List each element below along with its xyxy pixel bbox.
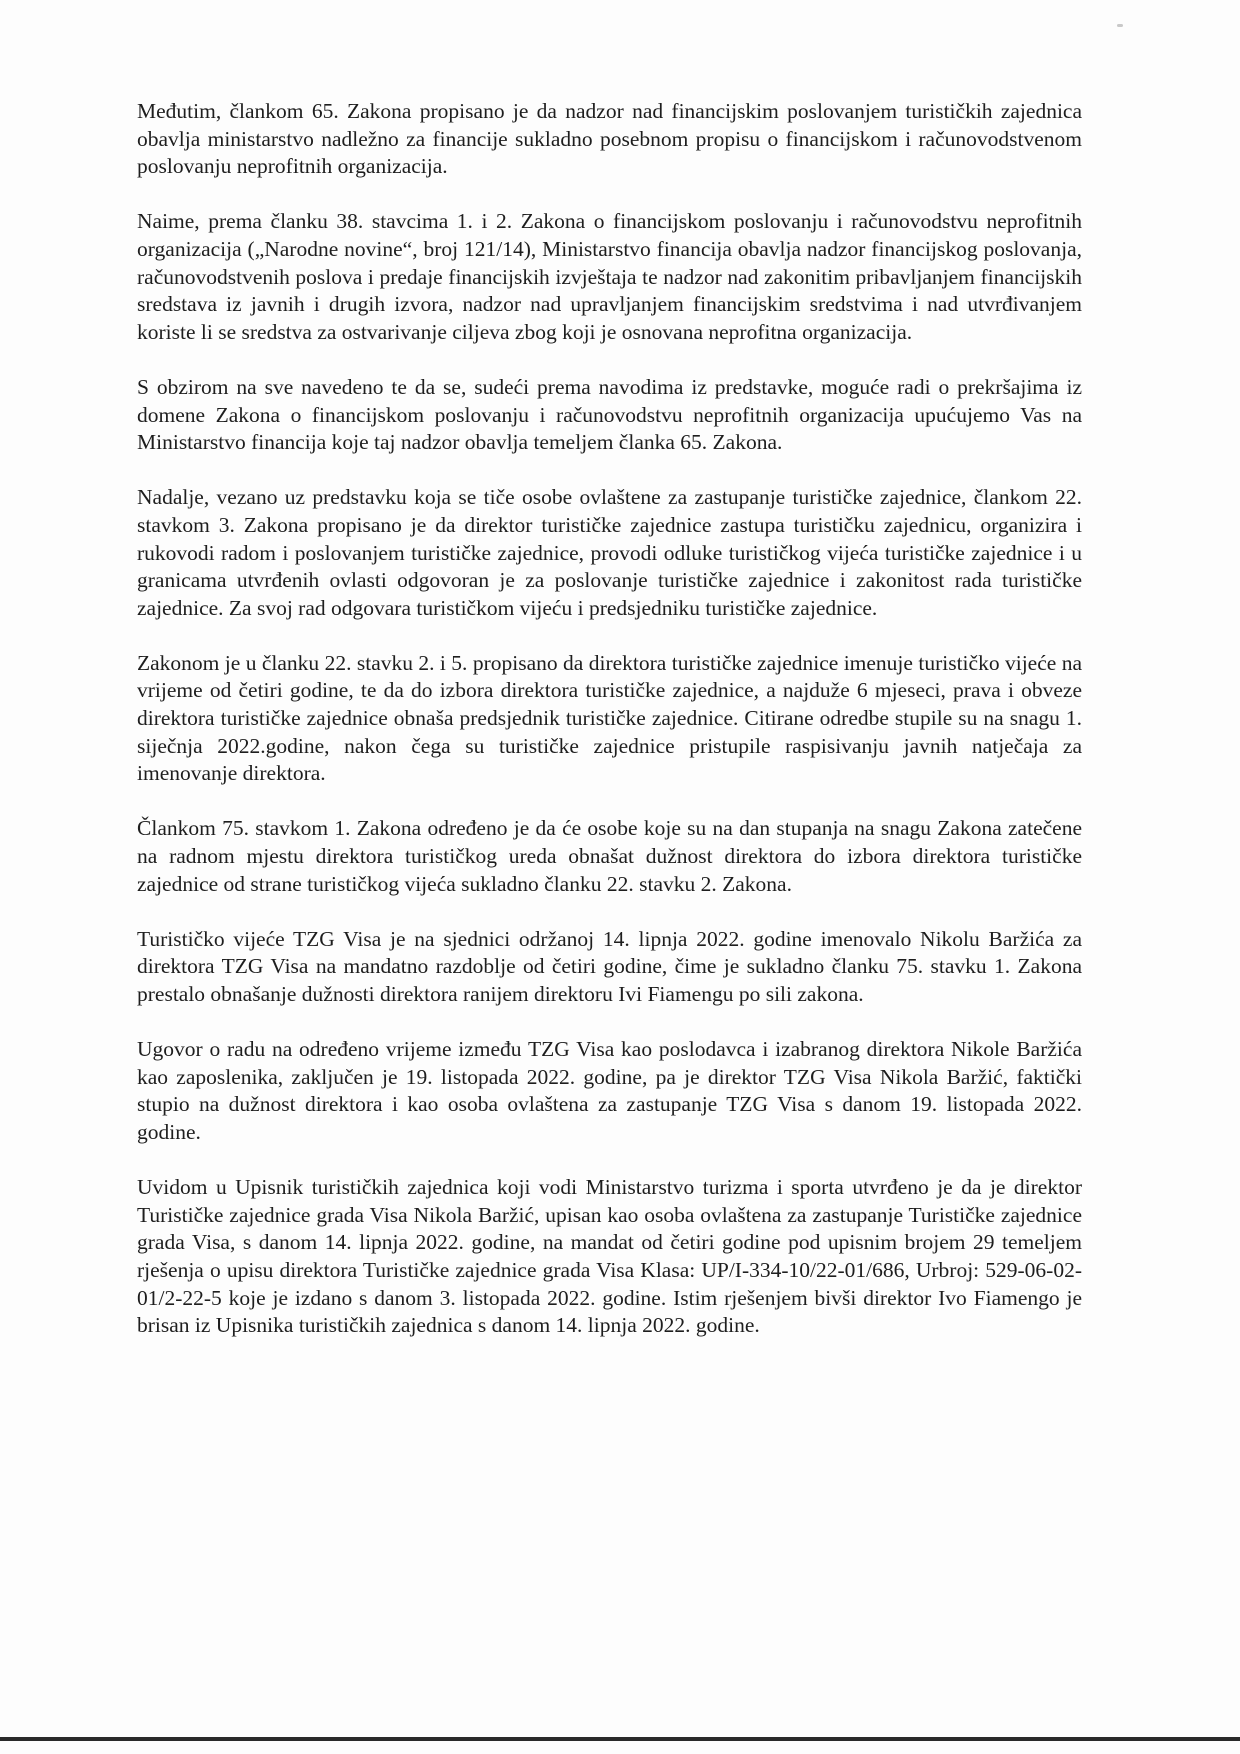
paragraph-5: Zakonom je u članku 22. stavku 2. i 5. propisano da direktora turističke zajednice imenuje turističko vijeće na vrijeme od četiri godine, te da do izbora direktora turističke zajednice, a najduže 6 mjeseci, prava i obveze direktora turističke zajednice obnaša predsjednik turističke zajednice. Citirane odredbe stupile su na snagu 1. siječnja 2022.godine, nakon čega su turističke zajednice pristupile raspisivanju javnih natječaja za imenovanje direktora. [137, 650, 1082, 786]
paragraph-4: Nadalje, vezano uz predstavku koja se tiče osobe ovlaštene za zastupanje turističke zajednice, člankom 22. stavkom 3. Zakona propisano je da direktor turističke zajednice zastupa turističku zajednicu, organizira i rukovodi radom i poslovanjem turističke zajednice, provodi odluke turističkog vijeća turističke zajednice i u granicama utvrđenih ovlasti odgovoran je za poslovanje turističke zajednice i zakonitost rada turističke zajednice. Za svoj rad odgovara turističkom vijeću i predsjedniku turističke zajednice. [137, 485, 1082, 620]
paragraph-2: Naime, prema članku 38. stavcima 1. i 2. Zakona o financijskom poslovanju i računovodstvu neprofitnih organizacija („Narodne novine“, broj 121/14), Ministarstvo financija obavlja nadzor financijskog poslovanja, računovodstvenih poslova i predaje financijskih izvještaja te nadzor nad zakonitim pribavljanjem financijskih sredstava iz javnih i drugih izvora, nadzor nad upravljanjem financijskim sredstvima i nad utvrđivanjem koriste li se sredstva za ostvarivanje ciljeva zbog koji je osnovana neprofitna organizacija. [137, 209, 1082, 344]
paragraph-7: Turističko vijeće TZG Visa je na sjednici održanoj 14. lipnja 2022. godine imenovalo Nikolu Baržića za direktora TZG Visa na mandatno razdoblje od četiri godine, čime je sukladno članku 75. stavku 1. Zakona prestalo obnašanje dužnosti direktora ranijem direktoru Ivi Fiamengu po sili zakona. [137, 926, 1082, 1006]
scan-speck [1117, 24, 1123, 27]
document-body [137, 98, 1082, 1367]
paragraph-3: S obzirom na sve navedeno te da se, sudeći prema navodima iz predstavke, moguće radi o prekršajima iz domene Zakona o financijskom poslovanju i računovodstvu neprofitnih organizacija upućujemo Vas na Ministarstvo financija koje taj nadzor obavlja temeljem članka 65. Zakona. [137, 374, 1082, 455]
paragraph-6: Člankom 75. stavkom 1. Zakona određeno je da će osobe koje su na dan stupanja na snagu Zakona zatečene na radnom mjestu direktora turističkog ureda obnašat dužnost direktora do izbora direktora turističke zajednice od strane turističkog vijeća sukladno članku 22. stavku 2. Zakona. [137, 816, 1082, 896]
paragraph-8: Ugovor o radu na određeno vrijeme između TZG Visa kao poslodavca i izabranog direktora Nikole Baržića kao zaposlenika, zaključen je 19. listopada 2022. godine, pa je direktor TZG Visa Nikola Baržić, faktički stupio na dužnost direktora i kao osoba ovlaštena za zastupanje TZG Visa s danom 19. listopada 2022. godine. [137, 1037, 1082, 1144]
scan-bottom-edge [0, 1737, 1240, 1741]
paragraph-1: Međutim, člankom 65. Zakona propisano je da nadzor nad financijskim poslovanjem turističkih zajednica obavlja ministarstvo nadležno za financije sukladno posebnom propisu o financijskom i računovodstvenom poslovanju neprofitnih organizacija. [137, 99, 1082, 179]
paragraph-9: Uvidom u Upisnik turističkih zajednica koji vodi Ministarstvo turizma i sporta utvrđeno je da je direktor Turističke zajednice grada Visa Nikola Baržić, upisan kao osoba ovlaštena za zastupanje Turističke zajednice grada Visa, s danom 14. lipnja 2022. godine, na mandat od četiri godine pod upisnim brojem 29 temeljem rješenja o upisu direktora Turističke zajednice grada Visa Klasa: UP/I-334-10/22-01/686, Urbroj: 529-06-02-01/2-22-5 koje je izdano s danom 3. listopada 2022. godine. Istim rješenjem bivši direktor Ivo Fiamengo je brisan iz Upisnika turističkih zajednica s danom 14. lipnja 2022. godine. [137, 1175, 1082, 1338]
